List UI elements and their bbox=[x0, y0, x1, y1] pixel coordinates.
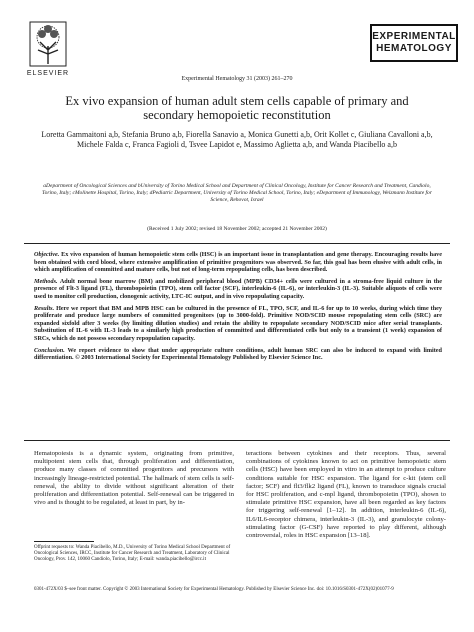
offprint-footnote: Offprint requests to: Wanda Piacibello, M.D., University of Torino Medical School Department of Oncological Sciences, IRCC, Institute for Cancer Research and Treatment, Laboratory of Clinical Oncology, Prov. 142, 10060 Candiolo, Torino, Italy; E-mail: wanda.piacibello@ircc.it bbox=[34, 545, 231, 563]
journal-logo bbox=[370, 24, 458, 62]
article-title: Ex vivo expansion of human adult stem cells capable of primary and secondary hemopoietic reconstitution bbox=[65, 94, 409, 122]
conclusion-text: We report evidence to show that under appropriate culture conditions, adult human SRC can also be induced to expand with limited differentiation. © 2003 International Society for Experimental Hematology Published by Elsevier Science Inc. bbox=[34, 346, 442, 362]
abstract bbox=[34, 251, 442, 366]
body-left-text: Hematopoiesis is a dynamic system, originating from primitive, multipotent stem cells that, through proliferation and differentiation, produce many classes of committed progenitors and precursors with increasingly lineage-restricted potential. The hallmark of stem cells is self-renewal, the ability to divide without significant alteration of their proliferation and differentiation potential. Self-renewal can be triggered in vivo and is thought to be regulated, at least in part, by in- bbox=[34, 450, 234, 507]
abstract-methods bbox=[34, 278, 442, 301]
abstract-results bbox=[34, 305, 442, 343]
copyright-line: 0301-472X/03 $–see front matter. Copyright © 2003 International Society for Experimental Hematology. Published by Elsevier Science Inc. doi: 10.1016/S0301-472X(02)01077-9 bbox=[34, 587, 394, 592]
body-right-text: teractions between cytokines and their receptors. Thus, several combinations of cytokines known to act on primitive hemopoietic stem cells (HSC) have been employed in vitro in an attempt to produce culture conditions suitable for HSC expansion. The ligand for c-kit (stem cell factor; SCF) and flt3/flk2 ligand (FL), known to transduce signals crucial for HSC proliferation, and c-mpl ligand, thrombopoietin (TPO), shown to stimulate primitive HSC expansion, have all been regarded as key factors for triggering self-renewal [1–12]. In addition, interleukin-6 (IL-6), IL6/IL6-receptor chimera, interleukin-3 (IL-3), and granulocyte colony-stimulating factor (G-CSF) have reported to play different, although controversial, roles in HSC expansion [13–18]. bbox=[246, 450, 446, 540]
methods-text: Adult normal bone marrow (BM) and mobilized peripheral blood (MPB) CD34+ cells were cultured in a stroma-free liquid culture in the presence of Flt-3 ligand (FL), thrombopoietin (TPO), stem cell factor (SCF), interleukin-6 (IL-6), or interleukin-3 (IL-3). Suitable aliquots of cells were used to monitor cell production, clonogenic activity, LTC-IC output, and in vivo repopulating capacity. bbox=[34, 277, 442, 300]
affiliations: aDepartment of Oncological Sciences and bUniversity of Torino Medical School and Department of Clinical Oncology, Institute for Cancer Research and Treatment, Candiolo, Torino, Italy; cMolinette Hospital, Torino, Italy; dPediatric Department, University of Torino Medical School, Torino, Italy; eDepartment of Immunology, Weizmann Institute for Science, Rehovot, Israel bbox=[42, 183, 432, 203]
abstract-conclusion bbox=[34, 347, 442, 362]
conclusion-label: Conclusion. bbox=[34, 346, 65, 354]
abstract-objective bbox=[34, 251, 442, 274]
body-left-column bbox=[34, 450, 234, 507]
elsevier-tree-logo bbox=[28, 20, 68, 72]
author-list: Loretta Gammaitoni a,b, Stefania Bruno a,b, Fiorella Sanavio a, Monica Gunetti a,b, Orit Kollet c, Giuliana Cavalloni a,b, Michele Falda c, Franca Fagioli d, Tsvee Lapidot e, Massimo Aglietta a,b, and Wanda Piacibello a,b bbox=[41, 130, 433, 149]
journal-logo-line1: EXPERIMENTAL bbox=[372, 31, 456, 42]
objective-label: Objective. bbox=[34, 251, 60, 258]
body-right-column bbox=[246, 450, 446, 540]
received-dates: (Received 1 July 2002; revised 18 November 2002; accepted 21 November 2002) bbox=[147, 226, 327, 232]
citation: Experimental Hematology 31 (2003) 261–270 bbox=[181, 76, 293, 82]
divider-top bbox=[24, 243, 450, 244]
journal-logo-line2: HEMATOLOGY bbox=[376, 43, 452, 54]
objective-text: Ex vivo expansion of human hemopoietic stem cells (HSC) is an important issue in transplantation and gene therapy. Encouraging results have been obtained with cord blood, where extensive amplification of primitive progenitors was observed. So far, this goal has been elusive with adult cells, in which amplification of committed and mature cells, but not of long-term repopulating cells, has been described. bbox=[34, 251, 443, 274]
footnote-rule bbox=[34, 541, 94, 542]
divider-bottom bbox=[24, 440, 450, 441]
publisher-name: ELSEVIER bbox=[26, 70, 70, 77]
results-text: Here we report that BM and MPB HSC can be cultured in the presence of FL, TPO, SCF, and IL-6 for up to 10 weeks, during which time they proliferate and produce large numbers of committed progenitors (up to 3000-fold). Primitive NOD/SCID mouse repopulating stem cells (SRC) are expanded sixfold after 3 weeks (by limiting dilution studies) and retain the ability to repopulate secondary NOD/SCID mice after serial transplants. Substitution of IL-6 with IL-3 leads to a similarly high production of committed and differentiated cells but only to a transient (1 week) expansion of SRCs, which do not possess secondary repopulation capacity. bbox=[34, 304, 443, 342]
results-label: Results. bbox=[34, 304, 55, 312]
methods-label: Methods. bbox=[34, 277, 58, 285]
